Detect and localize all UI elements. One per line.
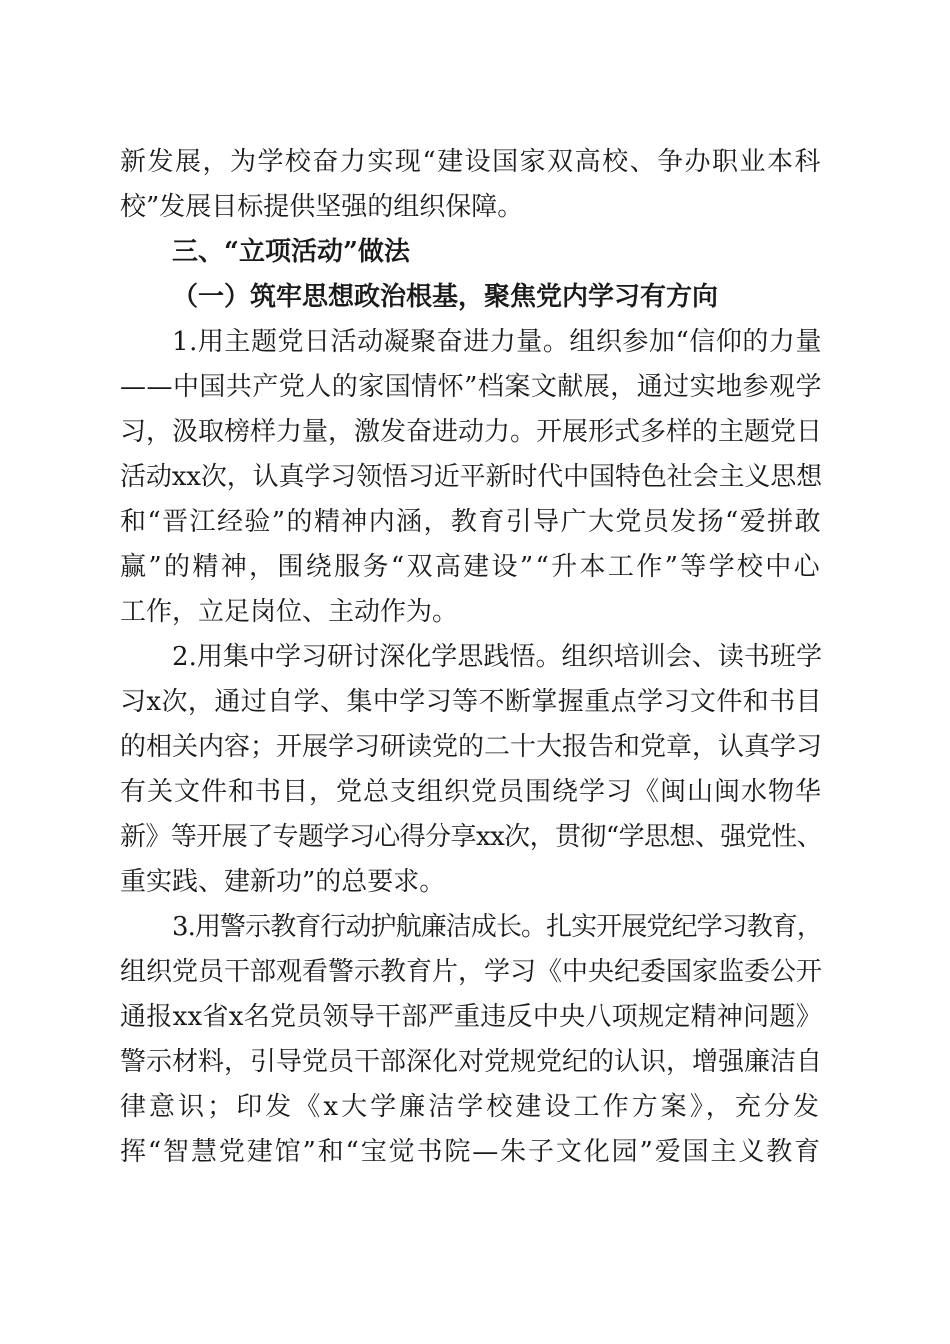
paragraph-line: 习，汲取榜样力量，激发奋进动力。开展形式多样的主题党日 <box>120 417 822 447</box>
section-heading: 三、“立项活动”做法 <box>172 237 410 267</box>
paragraph-line: 赢”的精神，围绕服务“双高建设”“升本工作”等学校中心 <box>120 552 822 582</box>
paragraph-line: 的相关内容；开展学习研读党的二十大报告和党章，认真学习 <box>120 732 822 762</box>
paragraph-line: 校”发展目标提供坚强的组织保障。 <box>120 192 524 222</box>
paragraph-line: 有关文件和书目，党总支组织党员围绕学习《闽山闽水物华 <box>120 777 822 807</box>
paragraph-line: 1.用主题党日活动凝聚奋进力量。组织参加“信仰的力量 <box>172 327 822 357</box>
paragraph-line: 和“晋江经验”的精神内涵，教育引导广大党员发扬“爱拼敢 <box>120 507 822 537</box>
paragraph-line: 工作，立足岗位、主动作为。 <box>120 597 459 627</box>
paragraph-line: 警示材料，引导党员干部深化对党规党纪的认识，增强廉洁自 <box>120 1047 822 1077</box>
subsection-heading: （一）筑牢思想政治根基，聚焦党内学习有方向 <box>172 282 719 312</box>
paragraph-line: 挥“智慧党建馆”和“宝觉书院—朱子文化园”爱国主义教育 <box>120 1137 822 1167</box>
paragraph-line: 习x次，通过自学、集中学习等不断掌握重点学习文件和书目 <box>120 687 822 717</box>
paragraph-line: 3.用警示教育行动护航廉洁成长。扎实开展党纪学习教育， <box>172 912 822 942</box>
paragraph-line: 活动xx次，认真学习领悟习近平新时代中国特色社会主义思想 <box>120 462 822 492</box>
paragraph-line: 重实践、建新功”的总要求。 <box>120 867 446 897</box>
paragraph-line: 2.用集中学习研讨深化学思践悟。组织培训会、读书班学 <box>172 642 822 672</box>
paragraph-line: 新发展，为学校奋力实现“建设国家双高校、争办职业本科 <box>120 147 822 177</box>
paragraph-line: 律意识；印发《x大学廉洁学校建设工作方案》，充分发 <box>120 1092 822 1122</box>
paragraph-line: 新》等开展了专题学习心得分享xx次，贯彻“学思想、强党性、 <box>120 822 822 852</box>
paragraph-line: 通报xx省x名党员领导干部严重违反中央八项规定精神问题》 <box>120 1002 822 1032</box>
paragraph-line: 组织党员干部观看警示教育片，学习《中央纪委国家监委公开 <box>120 957 822 987</box>
paragraph-line: ——中国共产党人的家国情怀”档案文献展，通过实地参观学 <box>120 372 822 402</box>
